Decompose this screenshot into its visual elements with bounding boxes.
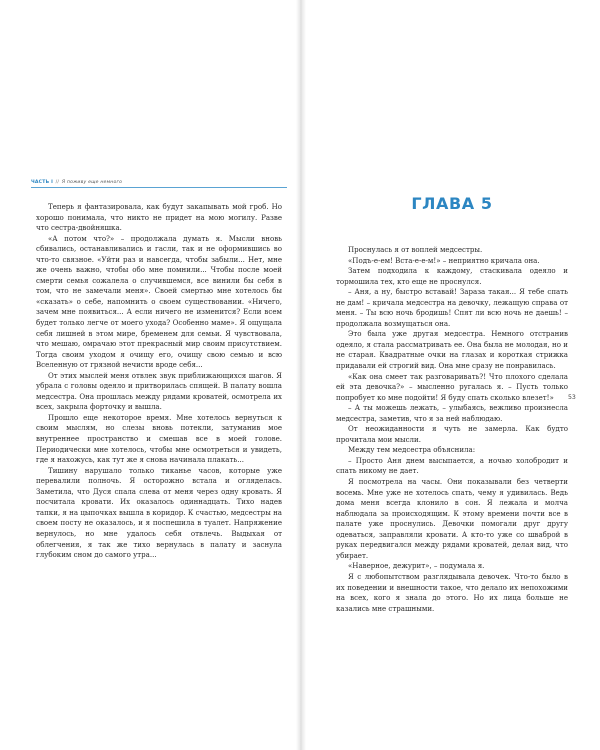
chapter-title: ГЛАВА 5 [411,194,493,213]
left-page [0,0,296,750]
paragraph: Я с любопытством разглядывала девочек. Что-то было в их поведении и внешности такое, что делало их непохожими на всех, кого я знала до этого. Но их лица больше не казались мне страшными. [336,571,568,613]
paragraph: – Аня, а ну, быстро вставай! Зараза такая... Я тебе спать не дам! – кричала медсестра на девочку, лежащую справа от меня. – Ты всю ночь бродишь! Спят ли всю ночь не даешь! – продолжала возмущаться она. [336,287,568,328]
paragraph: «Наверное, дежурит», – подумала я. [348,561,485,571]
paragraph: «А потом что?» – продолжала думать я. Мысли вновь сбивались, останавливались и гасли, так и не оформившись во что-то связное. «Уйти раз и навсегда, чтобы забыли... Нет, мне же очень важно, чтобы обо мне помнили... Чтобы после моей смерти семья сожалела о случившемся, все винили бы себя в том, что не замечали меня». Своей смертью мне хотелось бы «сказать» о себе, напомнить о своем существовании. «Ничего, зачем мне появиться... А если ничего не изменится? Если всем будет только легче от моего ухода? Особенно маме». Я ощущала себя лишней в этом мире, бременем для семьи. Я чувствовала, что мешаю, омрачаю этот прекрасный мир своим присутствием. Тогда своим уходом я очищу его, очищу свою семью и всю Вселенную от грязной нечисти вроде себя... [36,233,282,370]
paragraph: Прошло еще некоторое время. Мне хотелось вернуться к своим мыслям, но слезы вновь потекли, затуманив мое внутреннее пространство и смешав все в моей голове. Периодически мне хотелось, чтобы мне осмотреться и увидеть, где я нахожусь, как тут же я снова начинала плакать... [36,412,282,465]
page-number: 53 [568,394,576,401]
paragraph: – А ты можешь лежать, – улыбаясь, вежливо произнесла медсестра, заметив, что я за ней наблюдаю. [336,403,568,423]
left-page-body [36,202,282,561]
book-gutter [296,0,306,750]
running-head [31,180,287,185]
paragraph: Тишину нарушало только тиканье часов, которые уже перевалили полночь. Я осторожно встала и огляделась. Заметила, что Дуся спала слева от меня через одну кровать. Я посчитала кровати. Их оказалось одиннадцать. Тихо надев тапки, я на цыпочках вышла в коридор. К счастью, медсестры на своем посту не оказалось, и я поспешила в туалет. Напряжение вернулось, но мне удалось себя отвлечь. Выдыхая от облегчения, я так же тихо вернулась в палату и заснула глубоким сном до самого утра... [36,465,282,560]
running-head-part: ЧАСТЬ I [31,180,53,185]
paragraph: От неожиданности я чуть не замерла. Как будто прочитала мои мысли. [336,424,568,444]
paragraph: Затем подходила к каждому, стаскивала одеяло и тормошила тех, кто еще не проснулся. [336,266,568,286]
running-head-title: Я поживу еще немного [61,180,123,185]
paragraph: Проснулась я от воплей медсестры. [348,245,483,254]
paragraph: – Просто Аня днем высыпается, а ночью холобродит и спать никому не дает. [336,455,568,476]
paragraph: Теперь я фантазировала, как будут закапывать мой гроб. Но хорошо понимала, что никто не придет на мою могилу. Разве что сестра-двойняшка. [36,202,282,233]
paragraph: «Как она смеет так разговаривать?! Что плохого сделала ей эта девочка?» – мысленно ругалась я. – Пусть только попробует ко мне подойти! Я буду спать сколько влезет!» [336,371,568,402]
running-head-rule [31,187,287,188]
paragraph: Я посмотрела на часы. Они показывали без четверти восемь. Мне уже не хотелось спать, чему я удивилась. Ведь дома меня всегда клонило в сон. Я лежала и молча наблюдала за происходящим. К этому времени почти все в палате уже проснулись. Девочки помогали друг другу одеваться, заправляли кровати. А кто-то уже со шваброй в руках передвигался между рядами кроватей, делая вид, что убирает. [336,477,568,560]
paragraph: Между тем медсестра объяснила: [348,445,476,455]
paragraph: Это была уже другая медсестра. Немного отстранив одеяло, я стала рассматривать ее. Она была не молодая, но и не старая. Квадратные очки на глазах и короткая стрижка придавали ей строгий вид. Она мне сразу не понравилась. [336,329,568,371]
right-page-body [336,245,568,614]
right-page [306,0,600,750]
running-head-separator: // [55,180,60,185]
paragraph: От этих мыслей меня отвлек звук приближающихся шагов. Я убрала с головы одеяло и притворилась спящей. В палату вошла медсестра. Она прошлась между рядами кроватей, осмотрела их всех, закрыла форточку и вышла. [36,370,282,412]
paragraph: «Подъ-е-ем! Вста-е-е-м!» – неприятно кричала она. [348,255,540,265]
